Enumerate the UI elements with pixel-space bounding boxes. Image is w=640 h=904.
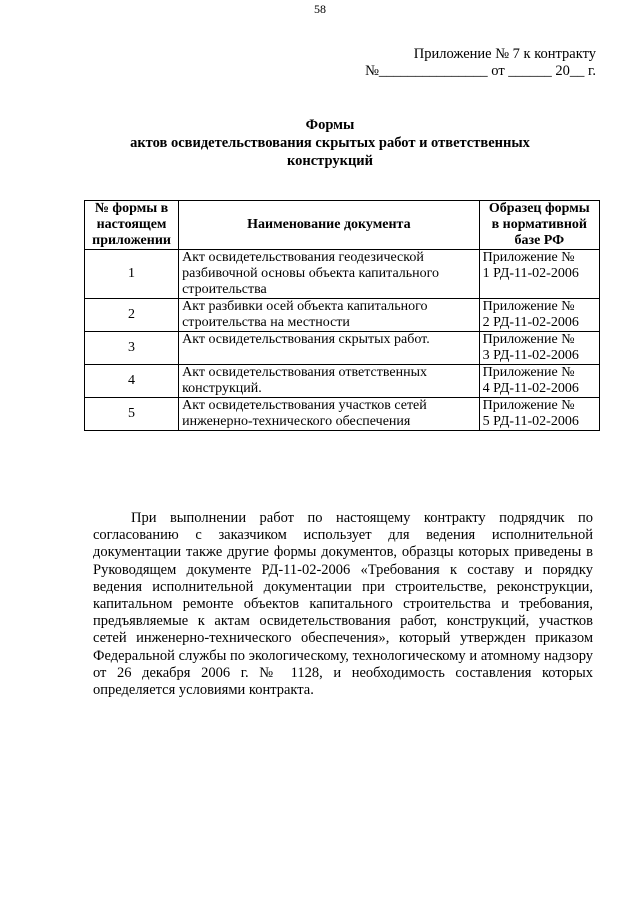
page-number: 58 (314, 2, 326, 16)
name-line: Акт освидетельствования геодезической (182, 250, 424, 265)
ref-line: Приложение № (482, 299, 575, 314)
name-line: строительства на местности (182, 315, 350, 330)
header-sample-line: Образец формы (488, 201, 590, 216)
ref-line: Приложение № (482, 332, 575, 347)
ref-line: Приложение № (482, 250, 575, 265)
row-document-name (179, 365, 480, 398)
header-form-number-line: № формы в (94, 201, 169, 216)
title-line-3: конструкций (286, 153, 374, 169)
table-row (85, 299, 600, 332)
body-paragraph: При выполнении работ по настоящему контракту подрядчик по согласованию с заказчиком использует для ведения исполнительной документации также другие формы документов, образцы которых приведены в Руководящем документе РД-11-02-2006 «Требования к составу и порядку ведения исполнительной документации при строительстве, реконструкции, капитальном ремонте объектов капитального строительства и требования, предъявляемые к актам освидетельствования работ, конструкций, участков сетей инженерно-технического обеспечения», который утвержден приказом Федеральной службы по экологическому, технологическому и атомному надзору от 26 декабря 2006 г. № 1128, и необходимость составления которых определяется условиями контракта. (93, 510, 593, 699)
header-sample-line: в нормативной (491, 217, 587, 232)
header-document-name: Наименование документа (179, 201, 480, 250)
title-line-2: актов освидетельствования скрытых работ и ответственных (130, 135, 530, 151)
ref-line: 2 РД-11-02-2006 (482, 315, 579, 330)
table-header-row (85, 201, 600, 250)
ref-line: 5 РД-11-02-2006 (482, 414, 579, 429)
name-line: Акт освидетельствования скрытых работ. (182, 332, 430, 347)
row-document-name (179, 398, 480, 431)
row-form-number: 1 (85, 250, 179, 299)
ref-line: 1 РД-11-02-2006 (482, 266, 579, 281)
name-line: инженерно-технического обеспечения (182, 414, 411, 429)
header-sample-reference (479, 201, 599, 250)
row-sample-reference (479, 332, 599, 365)
row-sample-reference (479, 365, 599, 398)
ref-line: Приложение № (482, 365, 575, 380)
ref-line: 4 РД-11-02-2006 (482, 381, 579, 396)
header-form-number (85, 201, 179, 250)
table-row (85, 365, 600, 398)
document-title (60, 116, 600, 170)
row-form-number: 2 (85, 299, 179, 332)
row-sample-reference (479, 398, 599, 431)
row-document-name (179, 299, 480, 332)
row-sample-reference (479, 250, 599, 299)
ref-line: Приложение № (482, 398, 575, 413)
row-document-name (179, 250, 480, 299)
name-line: Акт разбивки осей объекта капитального (182, 299, 428, 314)
forms-table (84, 200, 600, 431)
name-line: строительства (182, 282, 267, 297)
name-line: конструкций. (182, 381, 262, 396)
title-line-1: Формы (305, 117, 355, 133)
ref-line: 3 РД-11-02-2006 (482, 348, 579, 363)
appendix-line-2: №_______________ от ______ 20__ г. (365, 63, 596, 79)
row-form-number: 4 (85, 365, 179, 398)
header-form-number-line: настоящем (96, 217, 167, 232)
table-row (85, 398, 600, 431)
name-line: Акт освидетельствования участков сетей (182, 398, 427, 413)
name-line: разбивочной основы объекта капитального (182, 266, 440, 281)
header-sample-line: базе РФ (514, 233, 565, 248)
row-form-number: 3 (85, 332, 179, 365)
table-row (85, 250, 600, 299)
table-row (85, 332, 600, 365)
row-sample-reference (479, 299, 599, 332)
appendix-reference (365, 46, 596, 80)
row-form-number: 5 (85, 398, 179, 431)
appendix-line-1: Приложение № 7 к контракту (413, 46, 596, 62)
name-line: Акт освидетельствования ответственных (182, 365, 427, 380)
row-document-name (179, 332, 480, 365)
header-form-number-line: приложении (92, 233, 171, 248)
